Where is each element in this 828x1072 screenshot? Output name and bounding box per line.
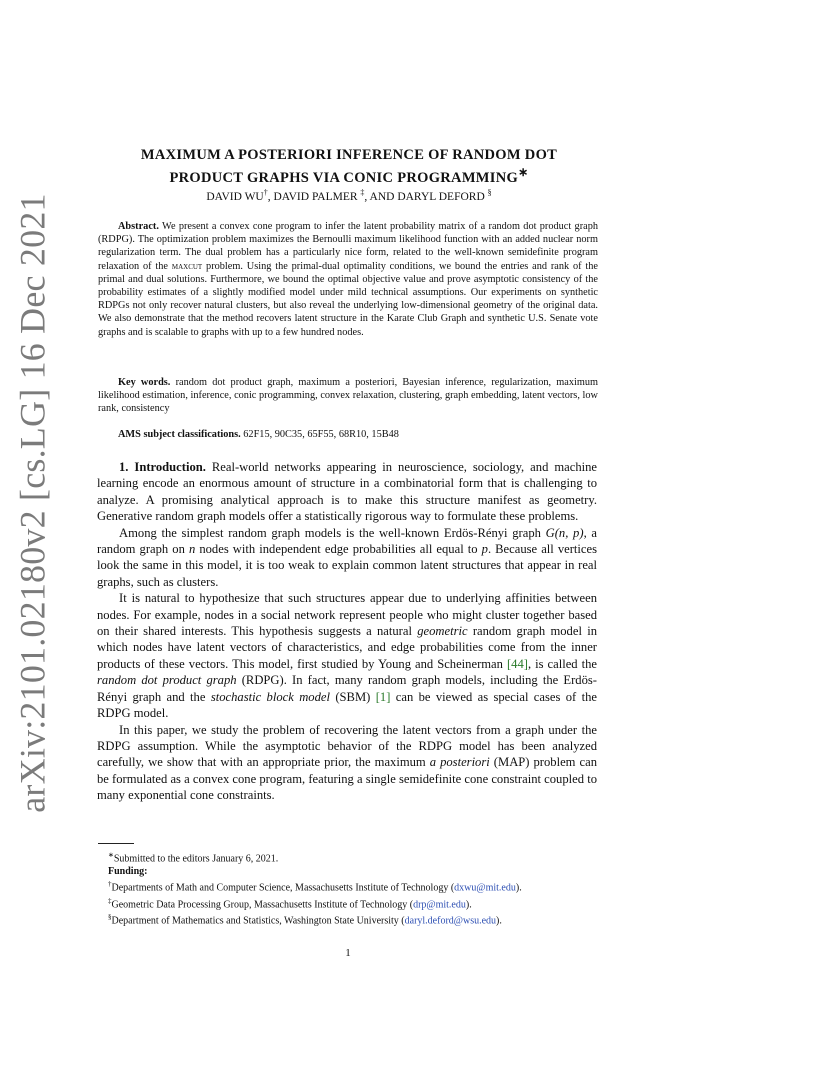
citation-1-link[interactable]: [1] [375, 689, 391, 704]
arxiv-identifier: arXiv:2101.02180v2 [cs.LG] 16 Dec 2021 [13, 193, 54, 813]
footnotes [98, 849, 598, 927]
ams-classifications [98, 428, 598, 441]
email-wu-link[interactable]: dxwu@mit.edu [454, 882, 516, 894]
math-gnp: G(n, p) [545, 525, 584, 540]
emph-rdpg: random dot product graph [97, 673, 237, 688]
section-heading: 1. Introduction. [119, 460, 206, 474]
intro-paragraph-4: In this paper, we study the problem of recovering the latent vectors from a graph under the RDPG assumption. While the asymptotic behavior of the RDPG model has been analyzed carefully, we show that with an appropriate prior, the maximum a posteriori (MAP) problem can be formulated as a convex cone program, featuring a single semidefinite cone constraint coupled to many exponential cone constraints. [97, 722, 597, 803]
title-line-1: MAXIMUM A POSTERIORI INFERENCE OF RANDOM DOT [140, 147, 558, 163]
page-number: 1 [345, 947, 351, 959]
intro-paragraph-3: It is natural to hypothesize that such structures appear due to underlying affinities between nodes. For example, nodes in a social network represent people who might cluster together based on their shared interests. This hypothesis suggests a natural geometric random graph model in which nodes have latent vectors of characteristics, and edge probabilities come from the inner products of these vectors. This model, first studied by Young and Scheinerman [44], is called the random dot product graph (RDPG). In fact, many random graph models, including the Erdös-Rényi graph and the stochastic block model (SBM) [1] can be viewed as special cases of the RDPG model. [97, 591, 597, 721]
ams-text: 62F15, 90C35, 65F55, 68R10, 15B48 [240, 429, 399, 440]
arxiv-side-stamp [7, 193, 59, 813]
intro-paragraph-1: 1. Introduction. Real-world networks appearing in neuroscience, sociology, and machine learning encode an enormous amount of structure in a combinatorial form that is challenging to analyze. A promising analytical approach is to make this structure manifest as geometry. Generative random graph models offer a statistically rigorous way to formulate these problems. [97, 460, 597, 524]
introduction-section [97, 459, 597, 804]
math-p: p [481, 542, 488, 557]
emph-a-posteriori: a posteriori [429, 755, 490, 770]
abstract [98, 220, 598, 339]
author-deford: , AND DARYL DEFORD [364, 190, 488, 203]
footnote-deford: §Department of Mathematics and Statistics, Washington State University (daryl.deford@wsu.edu). [108, 912, 502, 927]
footnote-submitted: ∗Submitted to the editors January 6, 2021. [108, 851, 279, 865]
keywords [98, 376, 598, 416]
author-wu: DAVID WU [206, 190, 264, 203]
citation-44-link[interactable]: [44] [506, 656, 528, 671]
email-deford-link[interactable]: daryl.deford@wsu.edu [404, 915, 497, 927]
keywords-text: random dot product graph, maximum a posteriori, Bayesian inference, regularization, maximum likelihood estimation, inference, conic programming, convex relaxation, clustering, graph embedding, latent vectors, low rank, consistency [98, 377, 599, 415]
author-list [100, 188, 598, 203]
author-deford-mark: § [487, 188, 492, 197]
ams-label: AMS subject classifications. [118, 429, 241, 440]
keywords-label: Key words. [118, 377, 171, 388]
abstract-text-b: problem. Using the primal-dual optimality conditions, we bound the entries and rank of the primal and dual solutions. Furthermore, we bound the optimal objective value and prove asymptotic consistency of the probability estimates of a slightly modified model under mild technical assumptions. Our experiments on synthetic RDPGs not only recover natural clusters, but also reveal the underlying low-dimensional geometry of the original data. We also demonstrate that the method recovers latent structure in the Karate Club Graph and synthetic U.S. Senate vote graphs and is scalable to graphs with up to a few hundred nodes. [98, 260, 598, 338]
footnote-wu: †Departments of Math and Computer Science, Massachusetts Institute of Technology (dxwu@mit.edu). [108, 880, 522, 894]
title-footnote-mark: ∗ [518, 165, 529, 179]
email-palmer-link[interactable]: drp@mit.edu [413, 898, 466, 910]
abstract-text-a: We present a convex cone program to infer the latent probability matrix of a random dot product graph (RDPG). The optimization problem maximizes the Bernoulli maximum likelihood function with an added nuclear norm regularization term. The dual problem has a particularly nice form, related to the well-known semidefinite program relaxation of the [98, 221, 598, 272]
author-palmer: , DAVID PALMER [267, 190, 361, 203]
emph-geometric: geometric [417, 624, 468, 639]
author-palmer-mark: ‡ [360, 188, 365, 197]
abstract-label: Abstract. [118, 221, 159, 232]
author-wu-mark: † [263, 188, 268, 197]
paper-title [100, 147, 598, 187]
footnote-palmer: ‡Geometric Data Processing Group, Massachusetts Institute of Technology (drp@mit.edu). [108, 896, 472, 910]
footnote-funding: Funding: [108, 866, 148, 878]
footnote-divider [98, 843, 134, 844]
title-line-2: PRODUCT GRAPHS VIA CONIC PROGRAMMING∗ [169, 165, 529, 186]
intro-paragraph-2: Among the simplest random graph models is the well-known Erdös-Rényi graph G(n, p), a random graph on n nodes with independent edge probabilities all equal to p. Because all vertices look the same in this model, it is too weak to explain common latent structures that appear in real graphs, such as clusters. [97, 525, 598, 589]
math-n: n [188, 542, 196, 557]
emph-sbm: stochastic block model [210, 689, 330, 704]
abstract-maxcut: maxcut [171, 260, 203, 272]
